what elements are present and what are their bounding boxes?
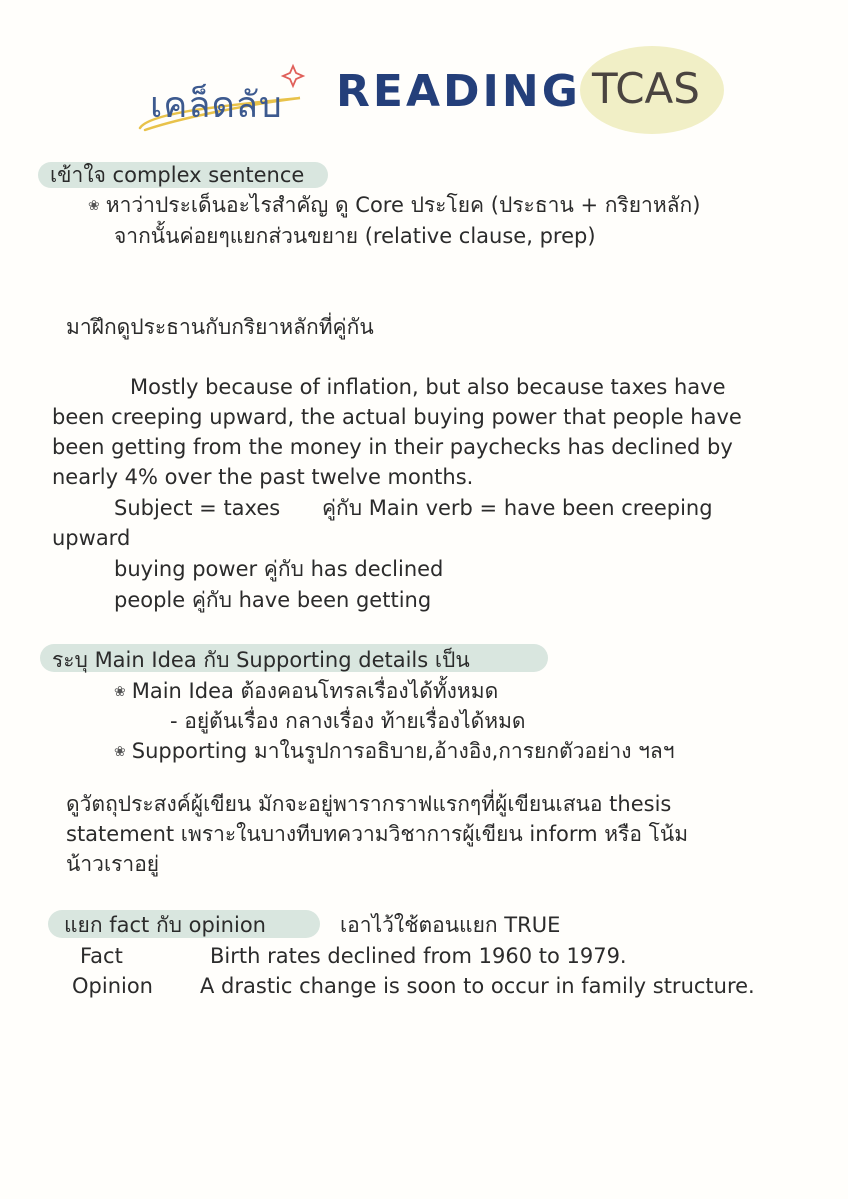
pair2: buying power คู่กับ has declined (114, 557, 444, 581)
practice-heading: มาฝึกดูประธานกับกริยาหลักที่คู่กัน (66, 315, 374, 339)
section1-heading: เข้าใจ complex sentence (50, 163, 305, 187)
flower-bullet-icon: ❀ (114, 744, 126, 760)
passage-line-3: been getting from the money in their paychecks has declined by (52, 435, 733, 459)
passage-line-2: been creeping upward, the actual buying power that people have (52, 405, 742, 429)
main-title: READING (336, 66, 581, 117)
section3-heading: แยก fact กับ opinion (64, 913, 266, 937)
pair3: people คู่กับ have been getting (114, 588, 432, 612)
pair1-continuation: upward (52, 526, 131, 550)
tcas-title: TCAS (592, 64, 700, 113)
section2-bullet2-text: Supporting มาในรูปการอธิบาย,อ้างอิง,การยกตัวอย่าง ฯลฯ (131, 739, 675, 763)
section2-bullet2 (114, 736, 675, 769)
section1-line2: จากนั้นค่อยๆแยกส่วนขยาย (relative clause, prep) (114, 224, 596, 248)
flower-bullet-icon: ❀ (88, 198, 100, 214)
sparkle-icon (283, 66, 303, 86)
fact-text: Birth rates declined from 1960 to 1979. (210, 944, 627, 968)
purpose-line-3: น้าวเราอยู่ (66, 852, 160, 876)
opinion-text: A drastic change is soon to occur in family structure. (200, 974, 755, 998)
section3-note: เอาไว้ใช้ตอนแยก TRUE (340, 913, 561, 937)
section2-heading: ระบุ Main Idea กับ Supporting details เป็น (52, 648, 470, 672)
opinion-label: Opinion (72, 974, 153, 998)
flower-bullet-icon: ❀ (114, 684, 126, 700)
section1-bullet-text: หาว่าประเด็นอะไรสำคัญ ดู Core ประโยค (ประธาน + กริยาหลัก) (105, 193, 701, 217)
purpose-line-2: statement เพราะในบางทีบทความวิชาการผู้เขียน inform หรือ โน้ม (66, 822, 689, 846)
pair1-subject: Subject = taxes (114, 496, 281, 520)
passage-line-1: Mostly because of inflation, but also because taxes have (130, 375, 726, 399)
section2-bullet1 (114, 676, 498, 709)
pair1-verb: คู่กับ Main verb = have been creeping (322, 496, 713, 520)
passage-line-4: nearly 4% over the past twelve months. (52, 465, 474, 489)
section1-bullet (88, 190, 700, 223)
fact-label: Fact (80, 944, 123, 968)
thai-title: เคล็ดลับ (150, 85, 283, 126)
purpose-line-1: ดูวัตถุประสงค์ผู้เขียน มักจะอยู่พารากราฟแรกๆที่ผู้เขียนเสนอ thesis (66, 792, 672, 816)
section2-subpoint: - อยู่ต้นเรื่อง กลางเรื่อง ท้ายเรื่องได้หมด (170, 709, 526, 733)
section2-bullet1-text: Main Idea ต้องคอนโทรลเรื่องได้ทั้งหมด (131, 679, 499, 703)
